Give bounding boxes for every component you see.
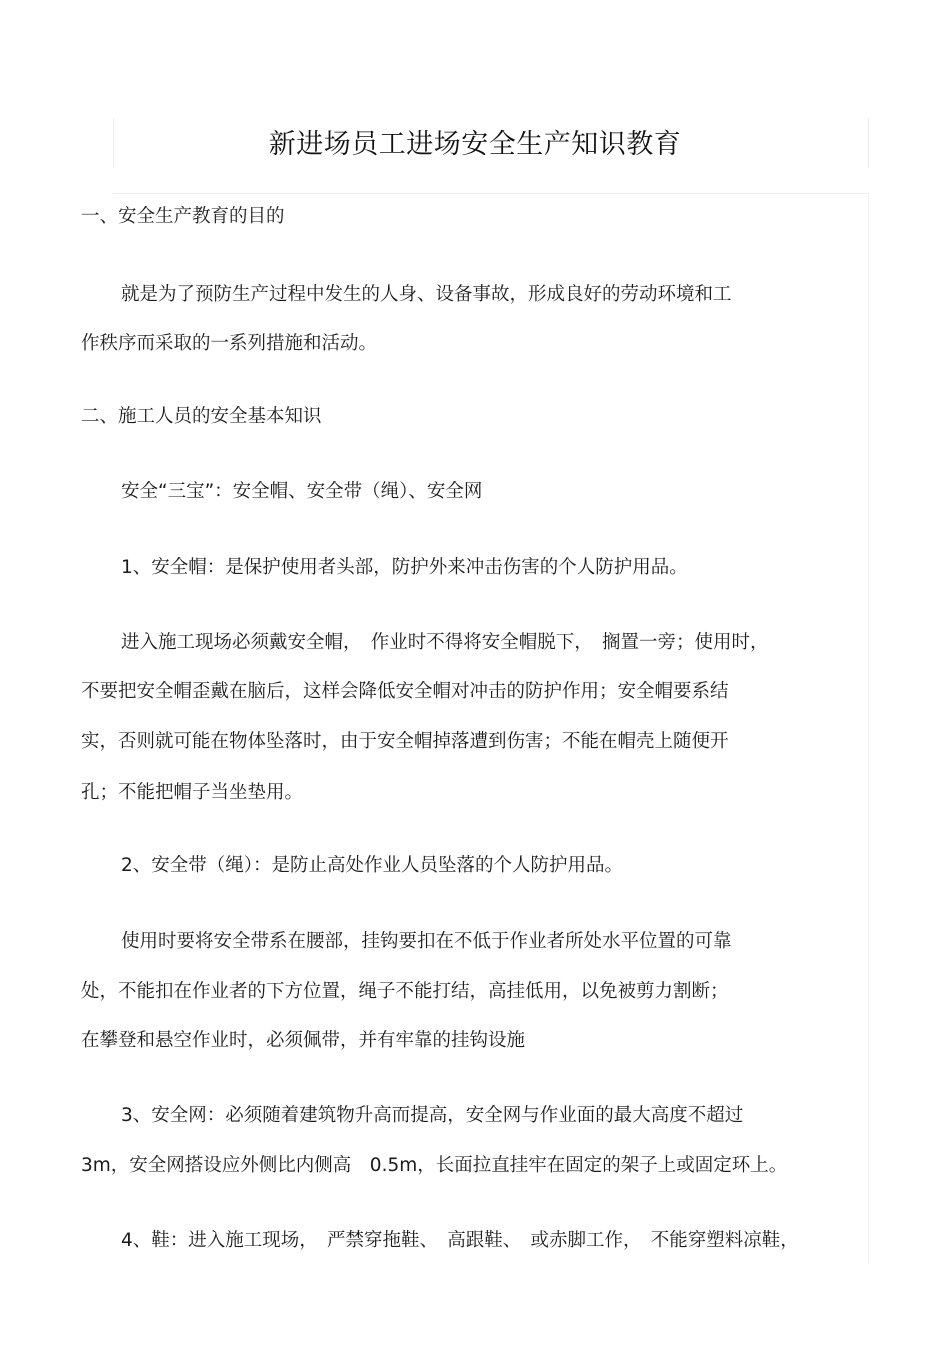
paragraph-line: 3m，安全网搭设应外侧比内侧高 0.5m，长面拉直挂牢在固定的架子上或固定环上。 [81, 1155, 788, 1176]
paragraph-line: 进入施工现场必须戴安全帽， 作业时不得将安全帽脱下， 搁置一旁；使用时， [121, 632, 769, 653]
paragraph-line: 不要把安全帽歪戴在脑后，这样会降低安全帽对冲击的防护作用；安全帽要系结 [81, 681, 729, 702]
section-heading-basics: 二、施工人员的安全基本知识 [81, 406, 322, 427]
paragraph-line: 就是为了预防生产过程中发生的人身、设备事故，形成良好的劳动环境和工 [121, 284, 732, 305]
frame-line [868, 194, 869, 1264]
paragraph-line: 孔；不能把帽子当坐垫用。 [81, 782, 304, 803]
paragraph-line: 作秩序而采取的一系列措施和活动。 [81, 333, 378, 354]
section-heading-purpose: 一、安全生产教育的目的 [81, 206, 285, 227]
paragraph-line: 实，否则就可能在物体坠落时，由于安全帽掉落遭到伤害；不能在帽壳上随便开 [81, 731, 729, 752]
paragraph-line: 安全“三宝”：安全帽、安全带（绳）、安全网 [121, 481, 483, 502]
item-helmet: 1、安全帽：是保护使用者头部，防护外来冲击伤害的个人防护用品。 [121, 557, 688, 578]
paragraph-line: 使用时要将安全带系在腰部，挂钩要扣在不低于作业者所处水平位置的可靠 [121, 931, 732, 952]
paragraph-line: 在攀登和悬空作业时，必须佩带，并有牢靠的挂钩设施 [81, 1030, 526, 1051]
frame-line [113, 193, 869, 194]
item-safety-belt: 2、安全带（绳）：是防止高处作业人员坠落的个人防护用品。 [121, 855, 624, 876]
paragraph-line: 处，不能扣在作业者的下方位置，绳子不能打结，高挂低用，以免被剪力割断； [81, 981, 729, 1002]
item-safety-net: 3、安全网：必须随着建筑物升高而提高，安全网与作业面的最大高度不超过 [121, 1105, 744, 1126]
page-title: 新进场员工进场安全生产知识教育 [268, 129, 682, 160]
item-shoes: 4、鞋：进入施工现场， 严禁穿拖鞋、 高跟鞋、 或赤脚工作， 不能穿塑料凉鞋， [121, 1230, 799, 1251]
